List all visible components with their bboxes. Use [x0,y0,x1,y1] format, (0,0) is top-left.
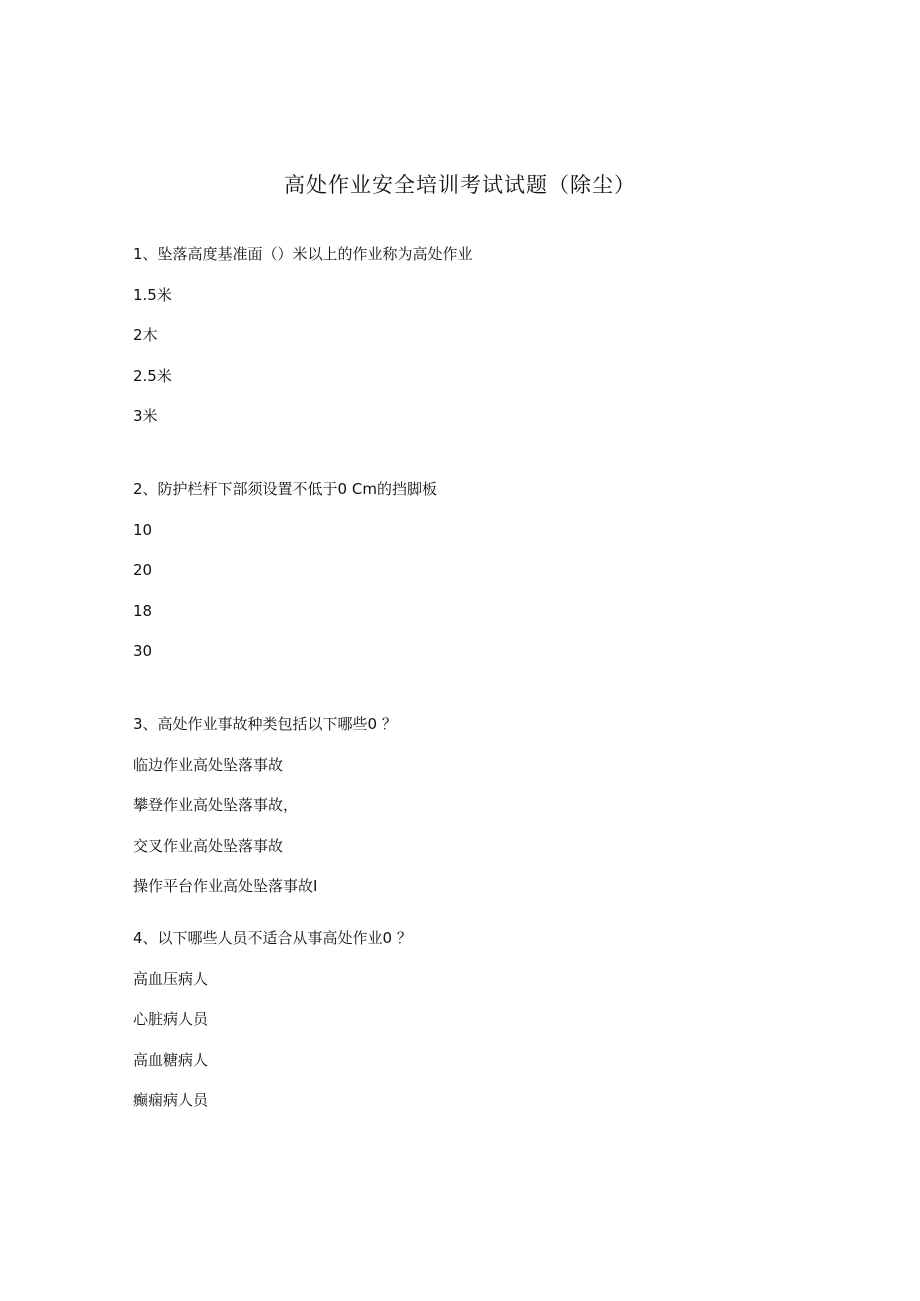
option-item: 高血糖病人 [133,1050,209,1069]
question-stem: 2、防护栏杆下部须设置不低于0 Cm的挡脚板 [133,480,437,498]
option-item: 交叉作业高处坠落事故 [133,836,284,855]
option-item: 攀登作业高处坠落事故， [133,796,299,814]
question-3 [133,713,833,897]
option-item: 2.5米 [133,366,172,385]
option-item: 30 [133,642,153,660]
option-item: 1.5米 [133,285,172,304]
question-stem: 3、高处作业事故种类包括以下哪些0 ？ [133,715,397,733]
question-2 [133,478,833,662]
question-stem: 1、坠落高度基准面（）米以上的作业称为高处作业 [133,245,473,263]
option-item: 临边作业高处坠落事故 [133,755,284,774]
option-item: 2木 [133,326,158,344]
document-title: 高处作业安全培训考试试题（除尘） [284,173,636,197]
option-item: 3米 [133,407,158,425]
option-item: 操作平台作业高处坠落事故I [133,877,318,895]
question-stem: 4、以下哪些人员不适合从事高处作业0 ？ [133,929,412,947]
question-4 [133,927,833,1111]
option-item: 10 [133,520,153,539]
question-1 [133,243,833,427]
option-item: 20 [133,561,153,579]
option-item: 癫痫病人员 [133,1091,209,1109]
option-item: 18 [133,601,153,620]
option-item: 高血压病人 [133,969,209,988]
option-item: 心脏病人员 [133,1010,209,1028]
